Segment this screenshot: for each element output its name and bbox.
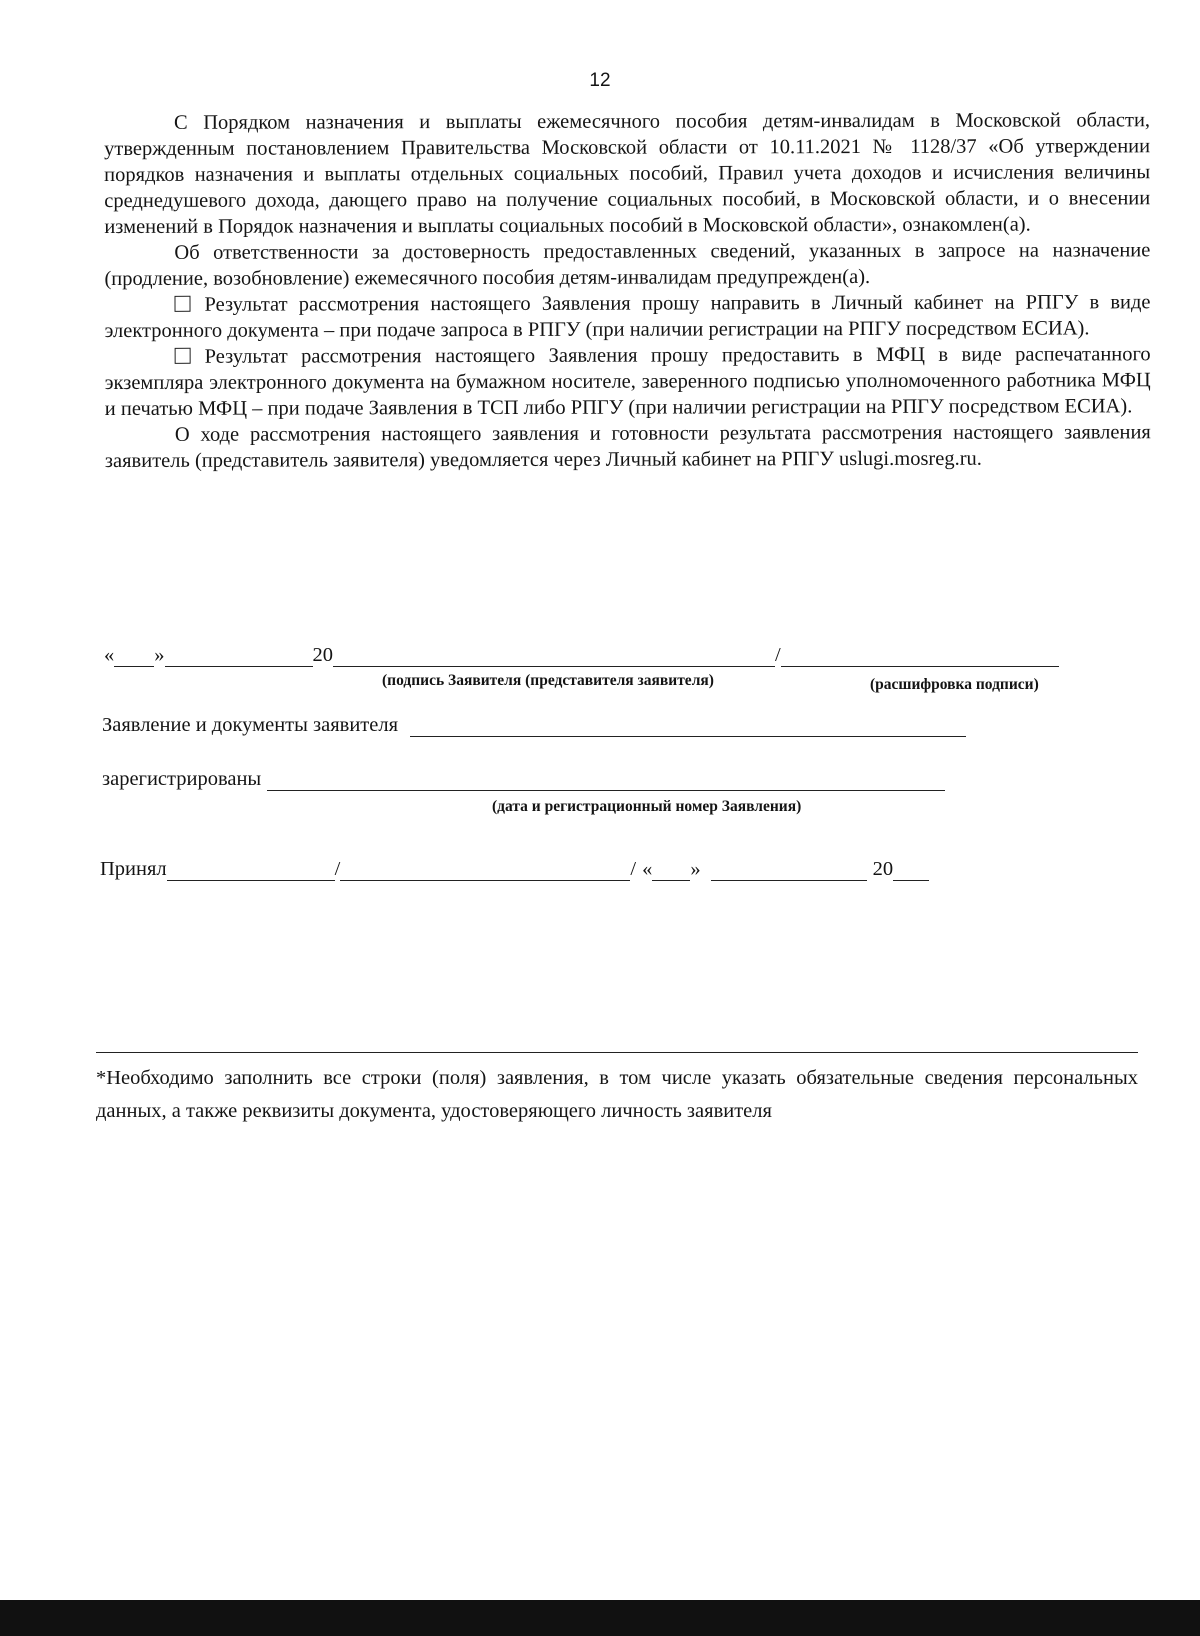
accepted-slash-1: / <box>334 858 341 880</box>
accepted-label: Принял <box>100 858 167 880</box>
registered-row <box>102 768 945 791</box>
option-cabinet-text: Результат рассмотрения настоящего Заявления прошу направить в Личный кабинет на РПГУ в виде электронного документа – при подаче запроса в РПГУ (при наличии регистрации на РПГУ посредством ЕСИА). <box>104 291 1151 342</box>
page-number: 12 <box>589 70 611 91</box>
accepted-day-field[interactable] <box>652 858 690 881</box>
accepted-year-field[interactable] <box>893 858 929 881</box>
accepted-month-field[interactable] <box>711 858 867 881</box>
body-text <box>104 107 1151 474</box>
date-open-quote: « <box>104 644 115 666</box>
paragraph-option-cabinet <box>104 289 1150 344</box>
documents-field[interactable] <box>410 714 966 737</box>
accepted-open-quote: « <box>642 858 653 880</box>
registered-caption: (дата и регистрационный номер Заявления) <box>492 798 802 815</box>
signature-field[interactable] <box>333 644 775 667</box>
option-mfc-text: Результат рассмотрения настоящего Заявления прошу предоставить в МФЦ в виде распечатанного экземпляра электронного документа на бумажном носителе, заверенного подписью уполномоченного работника МФЦ и печатью МФЦ – при подаче Заявления в ТСП либо РПГУ (при наличии регистрации на РПГУ посредством ЕСИА). <box>104 343 1151 420</box>
paragraph-responsibility: Об ответственности за достоверность предоставленных сведений, указанных в запросе на назначение (продление, возобновление) ежемесячного пособия детям-инвалидам предупрежден(а). <box>104 239 1151 290</box>
accepted-slash-2: / <box>630 858 637 880</box>
checkbox-cabinet[interactable] <box>174 296 190 312</box>
registered-label: зарегистрированы <box>102 768 262 790</box>
date-year-prefix: 20 <box>312 644 333 666</box>
date-day-field[interactable] <box>114 644 154 667</box>
date-close-quote: » <box>154 644 165 666</box>
accepted-name-field[interactable] <box>167 858 335 881</box>
signature-row <box>104 644 1059 667</box>
signature-caption: (подпись Заявителя (представителя заявителя) <box>382 672 714 689</box>
footnote: *Необходимо заполнить все строки (поля) заявления, в том числе указать обязательные сведения персональных данных, а также реквизиты документа, удостоверяющего личность заявителя <box>96 1067 1138 1122</box>
signature-decode-caption: (расшифровка подписи) <box>870 676 1039 693</box>
paragraph-notification: О ходе рассмотрения настоящего заявления и готовности результата рассмотрения настоящего заявления заявитель (представитель заявителя) уведомляется через Личный кабинет на РПГУ uslugi.mosreg.ru. <box>104 421 1151 472</box>
paragraph-procedure: С Порядком назначения и выплаты ежемесячного пособия детям-инвалидам в Московской области, утвержденным постановлением Правительства Московской области от 10.11.2021 № 1128/37 «Об утверждении порядков назначения и выплаты отдельных социальных пособий, Правил учета доходов и исчисления величины среднедушевого дохода, дающего право на получение социальных пособий, в Московской области, и о внесении изменений в Порядок назначения и выплаты социальных пособий в Московской области», ознакомлен(а). <box>104 109 1151 238</box>
checkbox-mfc[interactable] <box>175 348 191 364</box>
documents-label: Заявление и документы заявителя <box>102 714 399 736</box>
signature-decode-field[interactable] <box>781 644 1059 667</box>
documents-row <box>102 714 966 737</box>
scan-bottom-edge <box>0 1600 1200 1636</box>
registered-field[interactable] <box>267 768 945 791</box>
footnote-separator <box>96 1052 1138 1053</box>
accepted-close-quote: » <box>690 858 701 880</box>
accepted-year-prefix: 20 <box>872 858 894 880</box>
paragraph-option-mfc <box>105 341 1151 422</box>
accepted-row <box>100 858 929 881</box>
accepted-signature-field[interactable] <box>340 858 630 881</box>
signature-slash: / <box>775 644 781 666</box>
date-month-field[interactable] <box>165 644 313 667</box>
